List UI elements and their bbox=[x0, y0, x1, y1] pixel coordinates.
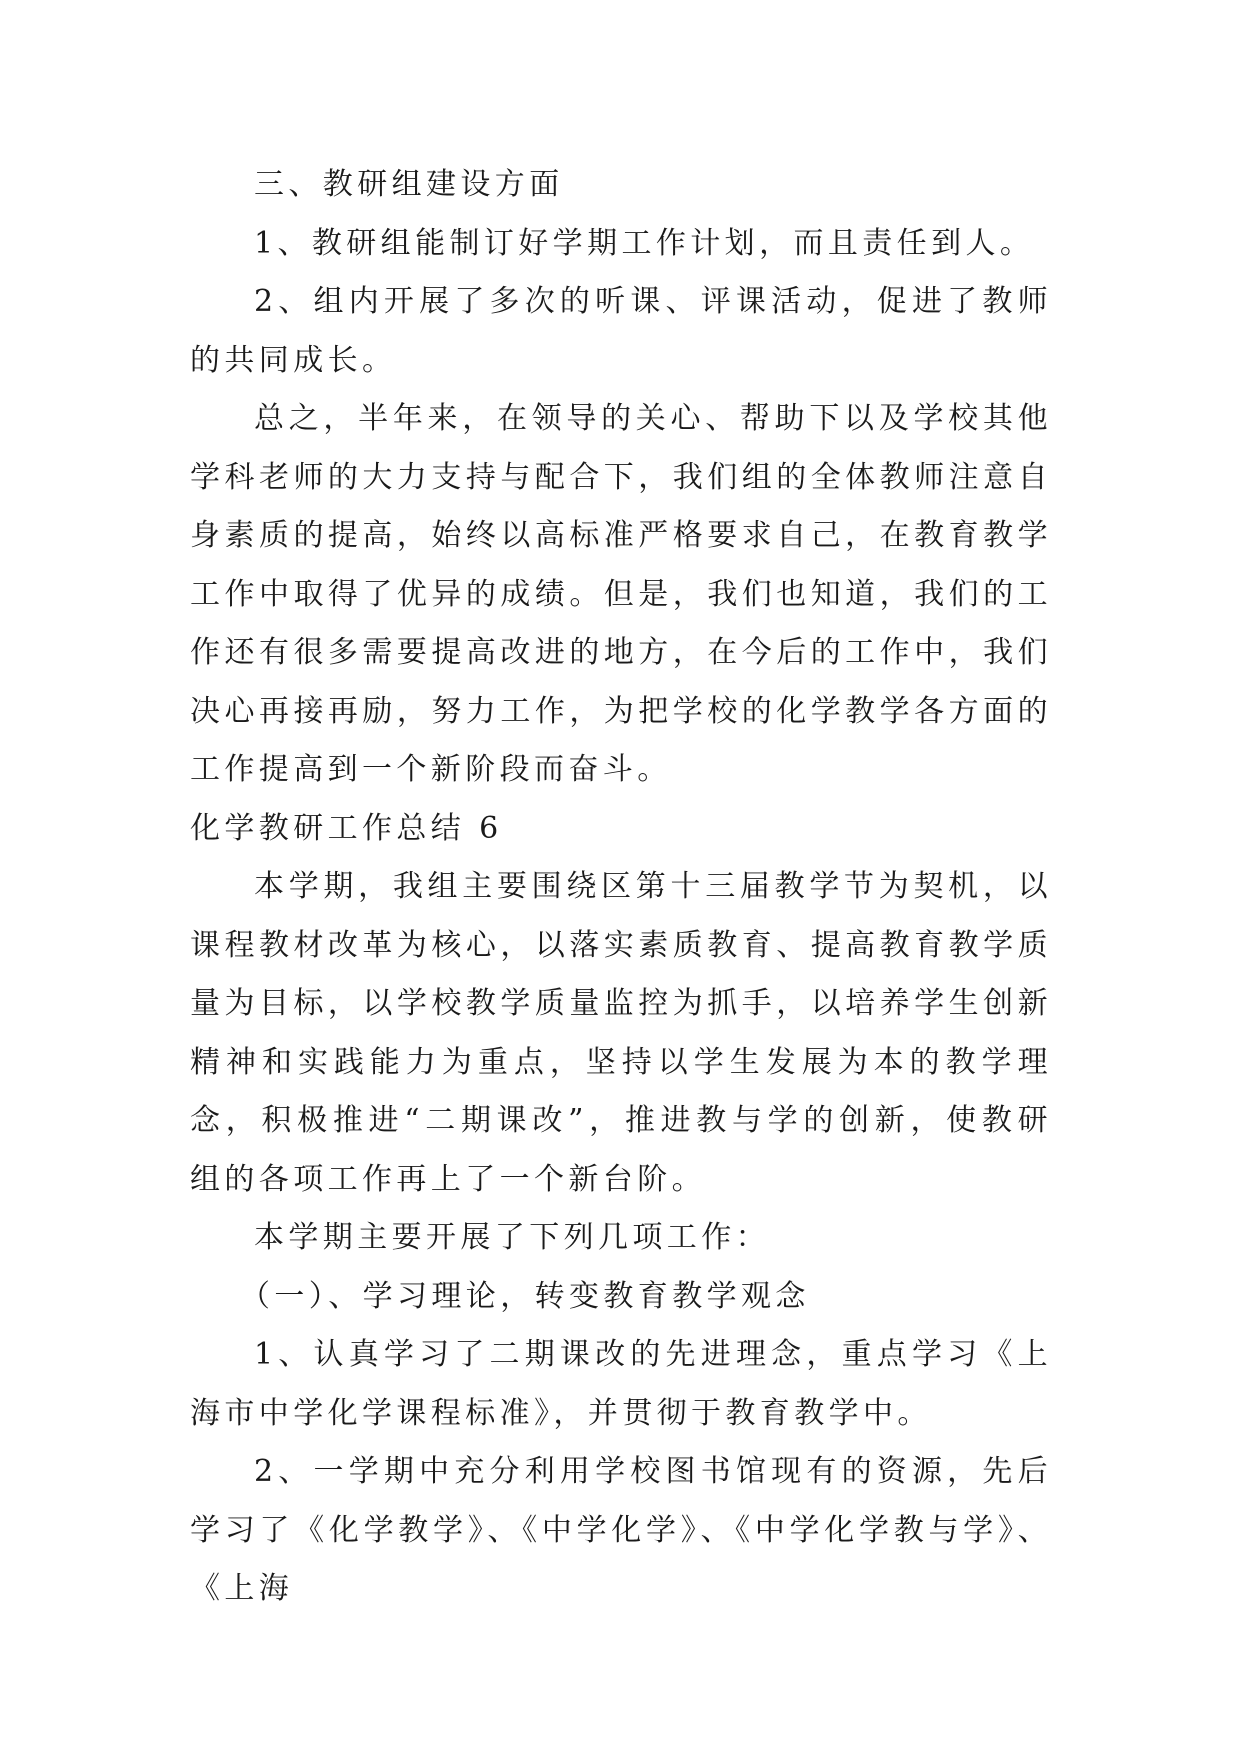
paragraph: 1、教研组能制订好学期工作计划，而且责任到人。 bbox=[254, 225, 1035, 261]
paragraph: 总之，半年来，在领导的关心、帮助下以及学校其他学科老师的大力支持与配合下，我们组的全体教师注意自身素质的提高，始终以高标准严格要求自己，在教育教学工作中取得了优异的成绩。但是，我们也知道，我们的工作还有很多需要提高改进的地方，在今后的工作中，我们决心再接再励，努力工作，为把学校的化学教学各方面的工作提高到一个新阶段而奋斗。 bbox=[190, 401, 1052, 787]
paragraph: 本学期，我组主要围绕区第十三届教学节为契机，以课程教材改革为核心，以落实素质教育、提高教育教学质量为目标，以学校教学质量监控为抓手，以培养学生创新精神和实践能力为重点，坚持以学生发展为本的教学理念，积极推进“二期课改”，推进教与学的创新，使教研组的各项工作再上了一个新台阶。 bbox=[190, 869, 1052, 1197]
paragraph: 2、一学期中充分利用学校图书馆现有的资源，先后学习了《化学教学》、《中学化学》、《中学化学教与学》、《上海 bbox=[190, 1454, 1052, 1606]
document-title: 化学教研工作总结 6 bbox=[190, 810, 503, 846]
section-heading: 三、教研组建设方面 bbox=[254, 167, 564, 202]
paragraph: 2、组内开展了多次的听课、评课活动，促进了教师的共同成长。 bbox=[190, 284, 1052, 378]
document-body bbox=[190, 156, 1052, 1619]
section-heading: （一）、学习理论，转变教育教学观念 bbox=[240, 1278, 810, 1314]
paragraph: 本学期主要开展了下列几项工作： bbox=[254, 1220, 770, 1255]
paragraph: 1、认真学习了二期课改的先进理念，重点学习《上海市中学化学课程标准》，并贯彻于教育教学中。 bbox=[190, 1337, 1052, 1431]
